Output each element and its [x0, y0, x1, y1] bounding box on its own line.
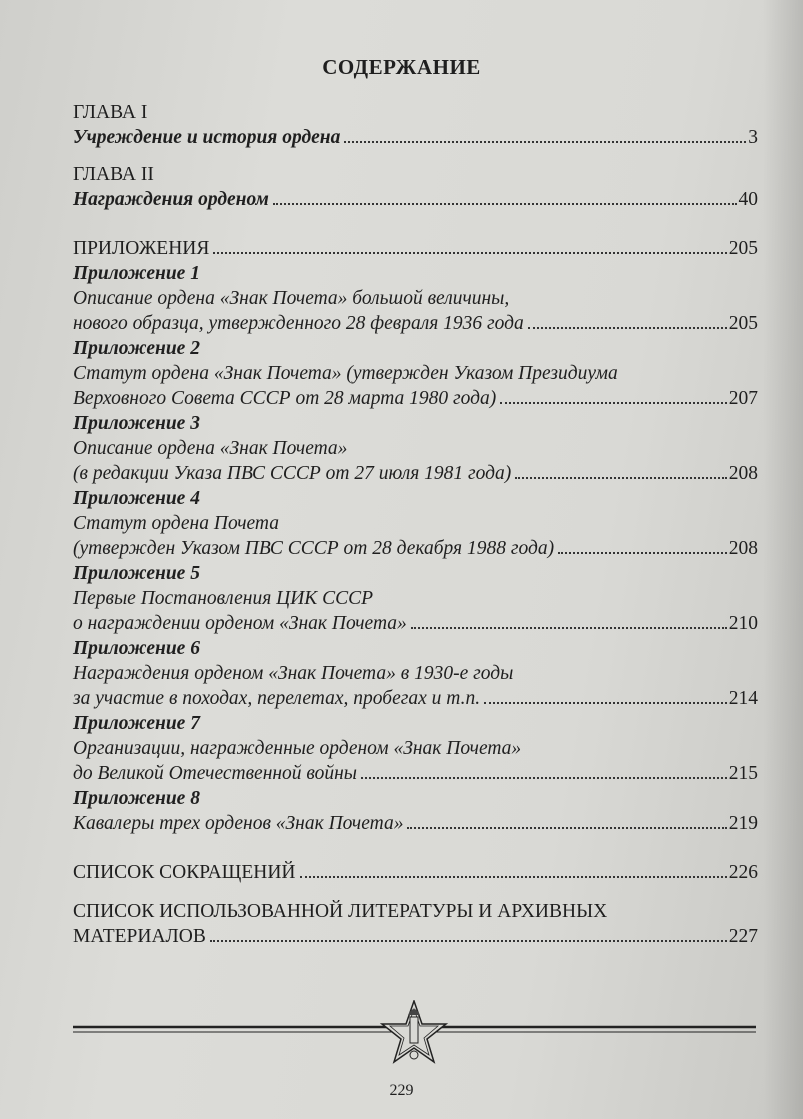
chapter-1-title: Учреждение и история ордена — [73, 127, 341, 148]
abbreviations-page: 226 — [728, 862, 758, 883]
appendix-2-text-1: Статут ордена «Знак Почета» (утвержден Указом Президиума — [73, 363, 618, 384]
appendices-page: 205 — [728, 238, 758, 259]
appendix-4-line — [73, 536, 758, 561]
appendix-6-text-1: Награждения орденом «Знак Почета» в 1930-е годы — [73, 663, 514, 684]
leader-dots — [484, 702, 727, 704]
appendix-4-heading: Приложение 4 — [73, 488, 200, 509]
leader-dots — [500, 402, 726, 404]
table-of-contents — [73, 100, 758, 949]
toc-appendix-1[interactable] — [73, 261, 758, 336]
page-number: 229 — [389, 1082, 414, 1099]
leader-dots — [528, 327, 727, 329]
page-edge-shadow — [763, 0, 803, 1119]
chapter-1-page: 3 — [748, 127, 758, 148]
literature-page: 227 — [728, 926, 758, 947]
appendix-4-text-1: Статут ордена Почета — [73, 513, 279, 534]
chapter-2-line — [73, 187, 758, 212]
toc-appendix-5[interactable] — [73, 561, 758, 636]
toc-appendix-4[interactable] — [73, 486, 758, 561]
appendix-8-line — [73, 811, 758, 836]
appendix-7-page: 215 — [728, 763, 758, 784]
appendix-2-line — [73, 386, 758, 411]
appendix-5-text-1: Первые Постановления ЦИК СССР — [73, 588, 374, 609]
order-emblem-ornament — [73, 1000, 756, 1070]
toc-chapter-2[interactable] — [73, 162, 758, 212]
appendix-1-page: 205 — [728, 313, 758, 334]
appendix-6-heading: Приложение 6 — [73, 638, 200, 659]
appendix-3-line — [73, 461, 758, 486]
appendix-5-line — [73, 611, 758, 636]
appendix-6-line — [73, 686, 758, 711]
appendix-4-text-2: (утвержден Указом ПВС СССР от 28 декабря 1988 года) — [73, 538, 555, 559]
appendix-5-heading: Приложение 5 — [73, 563, 200, 584]
appendix-8-heading: Приложение 8 — [73, 788, 200, 809]
toc-appendix-3[interactable] — [73, 411, 758, 486]
appendix-3-heading: Приложение 3 — [73, 413, 200, 434]
abbreviations-title: СПИСОК СОКРАЩЕНИЙ — [73, 862, 296, 883]
chapter-2-title: Награждения орденом — [73, 189, 269, 210]
leader-dots — [300, 876, 727, 878]
literature-text-2: МАТЕРИАЛОВ — [73, 926, 206, 947]
toc-abbreviations[interactable] — [73, 860, 758, 885]
appendix-5-text-2: о награждении орденом «Знак Почета» — [73, 613, 407, 634]
appendix-7-heading: Приложение 7 — [73, 713, 200, 734]
page-title: СОДЕРЖАНИЕ — [322, 55, 481, 79]
chapter-1-line — [73, 125, 758, 150]
appendix-6-page: 214 — [728, 688, 758, 709]
appendices-title: ПРИЛОЖЕНИЯ — [73, 238, 210, 259]
appendix-3-page: 208 — [728, 463, 758, 484]
appendix-1-text-2: нового образца, утвержденного 28 февраля 1936 года — [73, 313, 524, 334]
appendix-2-page: 207 — [728, 388, 758, 409]
literature-text-1: СПИСОК ИСПОЛЬЗОВАННОЙ ЛИТЕРАТУРЫ И АРХИВНЫХ — [73, 901, 608, 922]
leader-dots — [361, 777, 727, 779]
toc-literature[interactable] — [73, 899, 758, 949]
chapter-2-page: 40 — [738, 189, 758, 210]
appendix-2-text-2: Верховного Совета СССР от 28 марта 1980 года) — [73, 388, 497, 409]
toc-appendix-6[interactable] — [73, 636, 758, 711]
leader-dots — [213, 252, 726, 254]
literature-line — [73, 924, 758, 949]
leader-dots — [273, 203, 737, 205]
appendix-3-text-2: (в редакции Указа ПВС СССР от 27 июля 1981 года) — [73, 463, 512, 484]
appendix-2-heading: Приложение 2 — [73, 338, 200, 359]
appendix-3-text-1: Описание ордена «Знак Почета» — [73, 438, 348, 459]
toc-appendix-8[interactable] — [73, 786, 758, 836]
appendix-6-text-2: за участие в походах, перелетах, пробегах и т.п. — [73, 688, 481, 709]
leader-dots — [344, 141, 746, 143]
toc-appendix-2[interactable] — [73, 336, 758, 411]
chapter-2-label: ГЛАВА II — [73, 164, 154, 185]
leader-dots — [407, 827, 726, 829]
toc-appendices[interactable] — [73, 236, 758, 261]
appendix-5-page: 210 — [728, 613, 758, 634]
leader-dots — [411, 627, 727, 629]
leader-dots — [558, 552, 727, 554]
leader-dots — [210, 940, 727, 942]
appendix-4-page: 208 — [728, 538, 758, 559]
leader-dots — [515, 477, 726, 479]
appendix-8-page: 219 — [728, 813, 758, 834]
appendix-1-text-1: Описание ордена «Знак Почета» большой величины, — [73, 288, 510, 309]
appendix-1-heading: Приложение 1 — [73, 263, 200, 284]
chapter-1-label: ГЛАВА I — [73, 102, 148, 123]
toc-chapter-1[interactable] — [73, 100, 758, 150]
appendices-line — [73, 236, 758, 261]
appendix-7-line — [73, 761, 758, 786]
star-badge-icon — [382, 1001, 446, 1062]
abbreviations-line — [73, 860, 758, 885]
toc-appendix-7[interactable] — [73, 711, 758, 786]
appendix-8-text-1: Кавалеры трех орденов «Знак Почета» — [73, 813, 404, 834]
appendix-1-line — [73, 311, 758, 336]
appendix-7-text-2: до Великой Отечественной войны — [73, 763, 358, 784]
appendix-7-text-1: Организации, награжденные орденом «Знак Почета» — [73, 738, 522, 759]
